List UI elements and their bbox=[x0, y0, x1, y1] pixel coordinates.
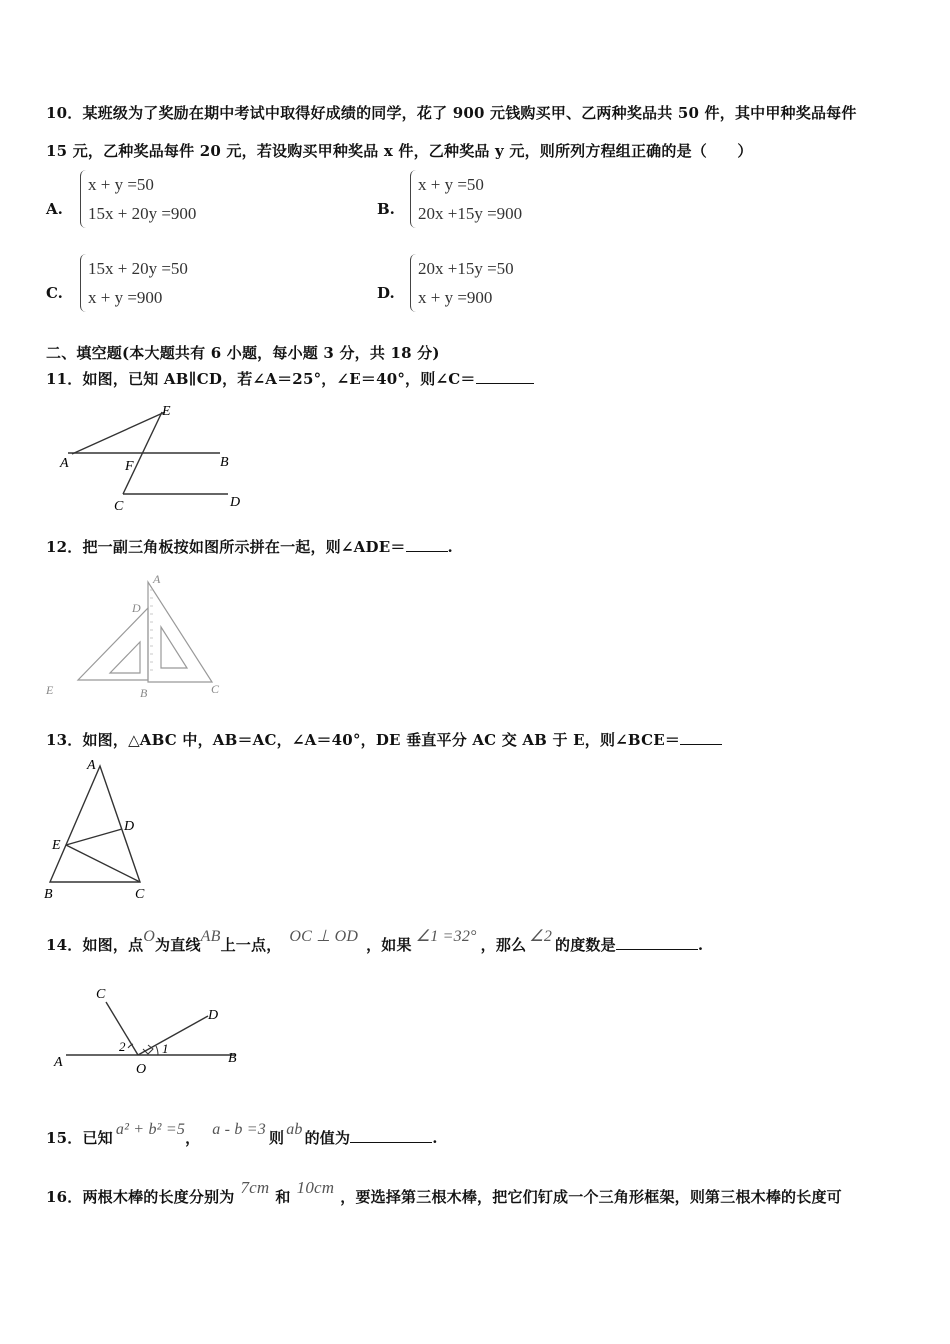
q15-math-ab: ab bbox=[286, 1121, 303, 1138]
section-title: 二、填空题(本大题共有 6 小题，每小题 3 分，共 18 分) bbox=[46, 344, 440, 362]
q16-math-7cm: 7cm bbox=[240, 1178, 270, 1197]
option-b-eq2: 20x +15y =900 bbox=[418, 204, 523, 223]
label-d: D bbox=[208, 1008, 219, 1023]
inner-triangle-right bbox=[161, 627, 187, 668]
option-b-label[interactable]: B. bbox=[377, 200, 395, 218]
label-c: C bbox=[135, 887, 145, 902]
option-a-system bbox=[80, 170, 196, 228]
label-b: B bbox=[228, 1051, 237, 1066]
q14-math-angle2: ∠2 bbox=[529, 928, 553, 945]
answer-blank[interactable] bbox=[616, 935, 698, 950]
label-a: A bbox=[60, 456, 69, 471]
option-d-label[interactable]: D. bbox=[377, 284, 395, 302]
option-d-eq1: 20x +15y =50 bbox=[418, 259, 514, 278]
q15-part1: 15．已知 bbox=[46, 1129, 113, 1147]
answer-blank[interactable] bbox=[406, 537, 448, 552]
label-2: 2 bbox=[119, 1039, 126, 1054]
inner-triangle-left bbox=[110, 642, 140, 673]
q16-part3: ，要选择第三根木棒，把它们钉成一个三角形框架，则第三根木棒的长度可 bbox=[340, 1188, 842, 1206]
option-b-eq1: x + y =50 bbox=[418, 175, 484, 194]
line-ed bbox=[66, 829, 122, 845]
q14-part1: 14．如图，点 bbox=[46, 936, 144, 954]
q12-stem: 12．把一副三角板按如图所示拼在一起，则∠ADE＝ bbox=[46, 538, 406, 556]
triangle-abc bbox=[148, 582, 212, 682]
q14-part4: ，如果 bbox=[366, 936, 412, 954]
label-b: B bbox=[220, 455, 229, 470]
q14-part5: ，那么 bbox=[480, 936, 527, 954]
q11-text bbox=[46, 368, 534, 389]
q10-line2: 15 元，乙种奖品每件 20 元，若设购买甲种奖品 x 件，乙种奖品 y 元，则所列方程组正确的是（ ） bbox=[46, 142, 753, 160]
label-e: E bbox=[46, 683, 54, 697]
q14-part6: 的度数是 bbox=[555, 936, 616, 954]
option-d-system bbox=[410, 254, 514, 312]
q12-text bbox=[46, 536, 453, 557]
label-c: C bbox=[114, 499, 124, 514]
option-c-eq2: x + y =900 bbox=[88, 288, 163, 307]
option-c-eq1: 15x + 20y =50 bbox=[88, 259, 188, 278]
q14-text bbox=[46, 928, 704, 955]
q15-math-diff: a - b =3 bbox=[212, 1121, 266, 1138]
q16-text bbox=[46, 1178, 842, 1207]
ray-od bbox=[138, 1016, 208, 1055]
option-a-label[interactable]: A. bbox=[46, 200, 63, 218]
q15-text bbox=[46, 1121, 438, 1148]
label-a: A bbox=[153, 572, 161, 586]
option-b-system bbox=[410, 170, 522, 228]
option-d-eq2: x + y =900 bbox=[418, 288, 493, 307]
label-o: O bbox=[136, 1062, 147, 1077]
q16-part1: 16．两根木棒的长度分别为 bbox=[46, 1188, 235, 1206]
q15-part3: 则 bbox=[269, 1129, 285, 1147]
label-d: D bbox=[124, 819, 135, 834]
label-b: B bbox=[44, 887, 53, 902]
q13-text bbox=[46, 729, 722, 750]
answer-blank[interactable] bbox=[680, 730, 722, 745]
q14-math-perp: OC ⊥ OD bbox=[289, 928, 359, 945]
q11-stem: 11．如图，已知 AB∥CD，若∠A＝25°，∠E＝40°，则∠C＝ bbox=[46, 370, 476, 388]
option-a-eq2: 15x + 20y =900 bbox=[88, 204, 197, 223]
q15-part4: 的值为 bbox=[304, 1129, 351, 1147]
q14-math-angle1: ∠1 =32° bbox=[415, 928, 477, 945]
q14-math-ab: AB bbox=[200, 928, 221, 945]
option-c-label[interactable]: C. bbox=[46, 284, 63, 302]
arc-1 bbox=[156, 1046, 158, 1055]
q13-stem: 13．如图，△ABC 中，AB＝AC，∠A＝40°，DE 垂直平分 AC 交 AB 于 E，则∠BCE＝ bbox=[46, 731, 681, 749]
answer-blank[interactable] bbox=[476, 369, 534, 384]
q14-end: . bbox=[697, 936, 704, 954]
q14-figure bbox=[50, 978, 250, 1078]
label-f: F bbox=[125, 459, 134, 474]
label-e: E bbox=[162, 404, 171, 419]
option-a-eq1: x + y =50 bbox=[88, 175, 154, 194]
line-ae bbox=[72, 412, 165, 454]
label-a: A bbox=[54, 1055, 63, 1070]
answer-blank[interactable] bbox=[350, 1128, 432, 1143]
q13-figure bbox=[40, 752, 170, 904]
label-d: D bbox=[132, 601, 141, 615]
label-1: 1 bbox=[162, 1041, 169, 1056]
label-b: B bbox=[140, 686, 148, 700]
label-c: C bbox=[96, 987, 106, 1002]
label-d: D bbox=[230, 495, 241, 510]
q15-math-sum: a² + b² =5 bbox=[115, 1121, 186, 1138]
q16-math-10cm: 10cm bbox=[296, 1178, 335, 1197]
label-a: A bbox=[87, 758, 96, 773]
q12-end: . bbox=[447, 538, 453, 556]
option-c-system bbox=[80, 254, 188, 312]
q10-line1: 10．某班级为了奖励在期中考试中取得好成绩的同学，花了 900 元钱购买甲、乙两种奖品共 50 件，其中甲种奖品每件 bbox=[46, 104, 857, 122]
q14-math-o: O bbox=[143, 928, 156, 945]
q15-part2: ， bbox=[185, 1129, 201, 1147]
q14-part2: 为直线 bbox=[155, 936, 201, 954]
q14-part3: 上一点， bbox=[220, 936, 282, 954]
q16-part2: 和 bbox=[275, 1188, 291, 1206]
label-e: E bbox=[52, 838, 61, 853]
q12-figure bbox=[40, 570, 230, 705]
q15-end: . bbox=[432, 1129, 438, 1147]
label-c: C bbox=[211, 682, 220, 696]
q11-figure bbox=[50, 398, 260, 516]
